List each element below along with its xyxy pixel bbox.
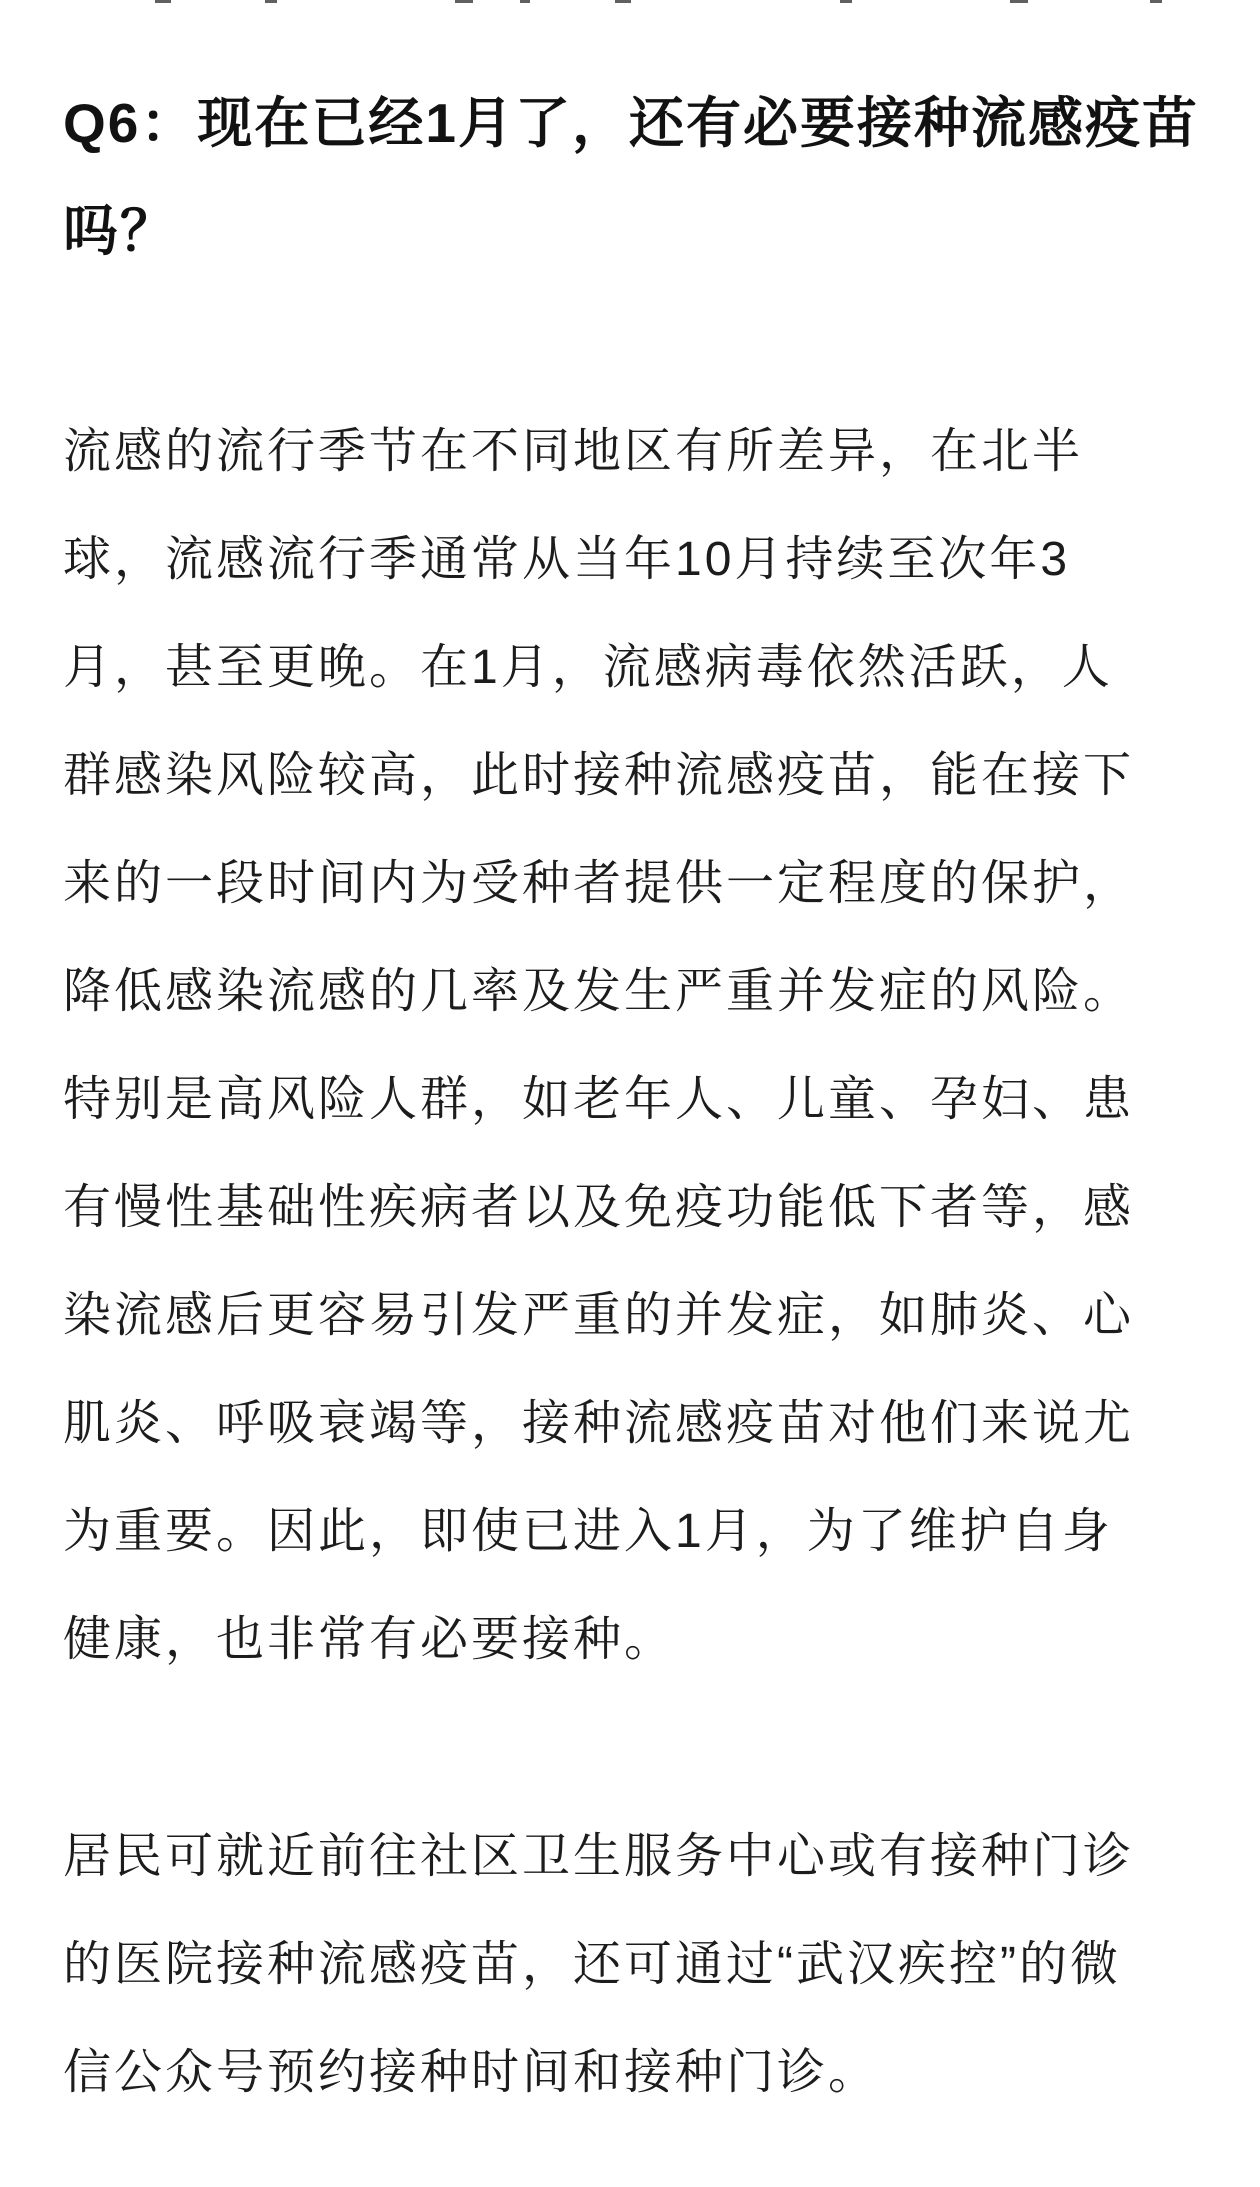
clipped-glyph-fragment <box>615 0 631 3</box>
text-line: 为重要。因此，即使已进入1月，为了维护自身 <box>63 1505 1113 1558</box>
text-line: 来的一段时间内为受种者提供一定程度的保护， <box>63 857 1135 910</box>
question-heading <box>63 69 1197 285</box>
clipped-glyph-fragment <box>155 0 171 3</box>
text-line: 有慢性基础性疾病者以及免疫功能低下者等，感 <box>63 1181 1135 1234</box>
text-line: 群感染风险较高，此时接种流感疫苗，能在接下 <box>63 749 1135 802</box>
clipped-glyph-fragment <box>1150 0 1162 3</box>
clipped-glyph-fragment <box>265 0 277 3</box>
paragraph-where-to-vaccinate <box>63 1803 1197 2127</box>
text-line: 特别是高风险人群，如老年人、儿童、孕妇、患 <box>63 1073 1135 1126</box>
question-heading-line: Q6：现在已经1月了，还有必要接种流感疫苗 <box>63 92 1199 154</box>
text-line: 染流感后更容易引发严重的并发症，如肺炎、心 <box>63 1289 1135 1342</box>
text-line: 信公众号预约接种时间和接种门诊。 <box>63 2046 880 2099</box>
text-line: 健康，也非常有必要接种。 <box>63 1613 676 1666</box>
text-line: 的医院接种流感疫苗，还可通过“武汉疾控”的微 <box>63 1938 1121 1991</box>
text-line: 肌炎、呼吸衰竭等，接种流感疫苗对他们来说尤 <box>63 1397 1135 1450</box>
text-line: 居民可就近前往社区卫生服务中心或有接种门诊 <box>63 1830 1135 1883</box>
text-line: 流感的流行季节在不同地区有所差异，在北半 <box>63 425 1084 478</box>
clipped-glyph-fragment <box>520 0 530 3</box>
clipped-glyph-fragment <box>840 0 852 3</box>
question-heading-line: 吗？ <box>63 200 178 262</box>
clipped-glyph-fragment <box>1010 0 1028 3</box>
text-line: 降低感染流感的几率及发生严重并发症的风险。 <box>63 965 1135 1018</box>
paragraph-flu-season-answer <box>63 398 1197 1694</box>
clipped-glyph-fragment <box>455 0 473 3</box>
text-line: 球，流感流行季通常从当年10月持续至次年3 <box>63 533 1071 586</box>
text-line: 月，甚至更晚。在1月，流感病毒依然活跃，人 <box>63 641 1113 694</box>
